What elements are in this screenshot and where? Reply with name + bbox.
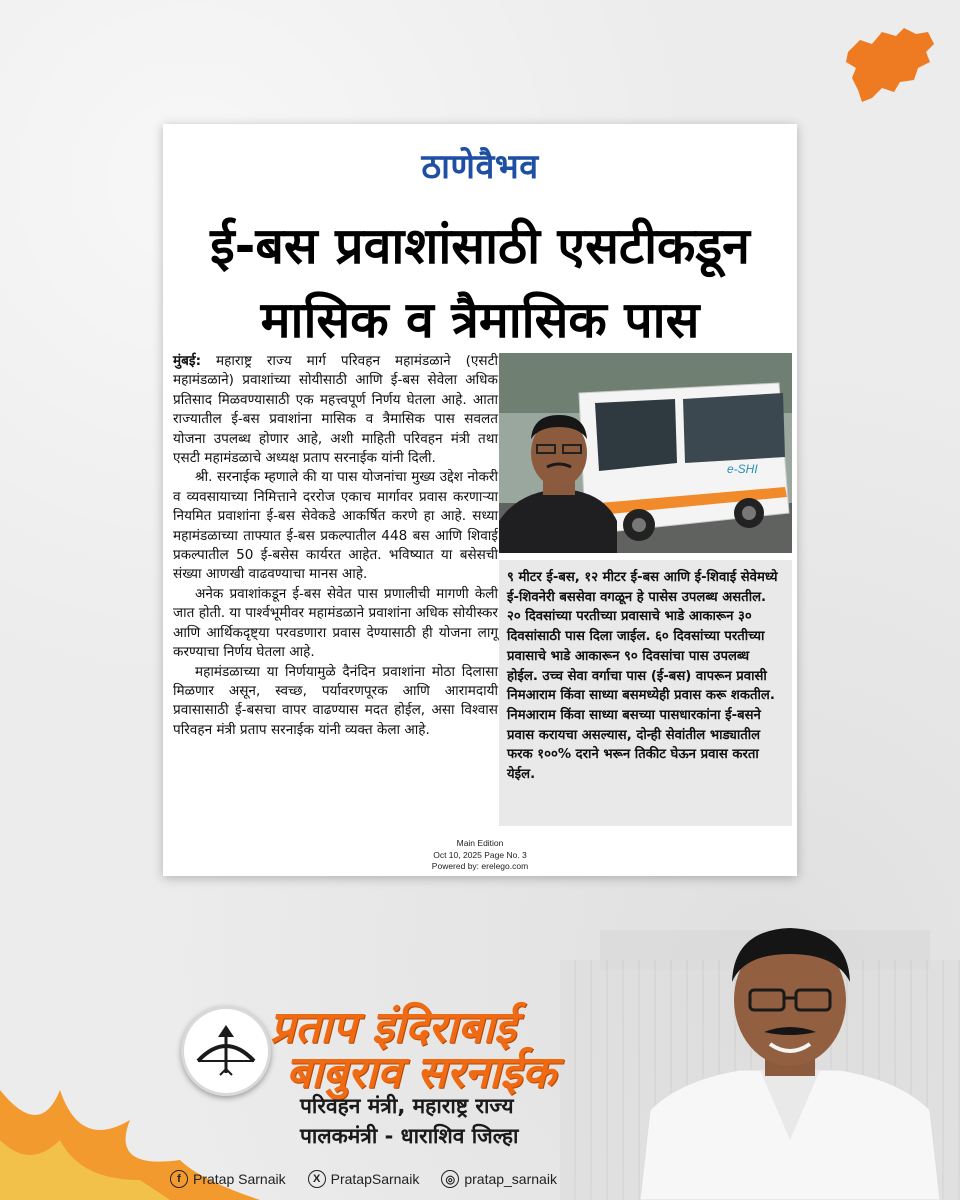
footer-date: Oct 10, 2025 Page No. 3 [433, 849, 527, 860]
name-line-2: बाबुराव सरनाईक [286, 1047, 556, 1098]
article-paragraph: अनेक प्रवाशांकडून ई-बस सेवेत पास प्रणालीची मागणी केली जात होती. या पार्श्वभूमीवर महामंडळाने प्रवाशांना अधिक सोयीस्कर आणि आर्थिकदृष्ट्या परवडणारा प्रवास देण्यासाठी ही योजना लागू करण्याचा निर्णय घेतला आहे. [173, 585, 498, 661]
bus-photo [499, 353, 792, 553]
instagram-handle: pratap_sarnaik [464, 1171, 557, 1187]
dateline: मुंबई: [173, 353, 202, 369]
article-body [173, 352, 498, 740]
social-handles [170, 1170, 557, 1188]
bus-livery-text: e-SHI [727, 462, 758, 476]
facebook-handle: Pratap Sarnaik [193, 1171, 286, 1187]
headline-line-2: मासिक व त्रैमासिक पास [260, 291, 700, 349]
social-x[interactable] [308, 1170, 420, 1188]
paragraph-text: महाराष्ट्र राज्य मार्ग परिवहन महामंडळाने (एसटी महामंडळाने) प्रवाशांच्या सोयीसाठी आणि ई-बस सेवेला अधिक प्रतिसाद मिळवण्यासाठी एक महत्त्वपूर्ण निर्णय घेतला आहे. आता राज्यातील ई-बस प्रवाशांना मासिक व त्रैमासिक पास सवलत योजना उपलब्ध होणार आहे, अशी माहिती परिवहन मंत्री तथा एसटी महामंडळाचे अध्यक्ष प्रताप सरनाईक यांनी दिली. [173, 353, 498, 467]
edition-footer [163, 838, 797, 873]
article-paragraph: महामंडळाच्या या निर्णयामुळे दैनंदिन प्रवाशांना मोठा दिलासा मिळणार असून, स्वच्छ, पर्यावरणपूरक आणि आरामदायी प्रवासासाठी ई-बसचा वापर वाढण्यास मदत होईल, असा विश्वास परिवहन मंत्री प्रताप सरनाईक यांनी व्यक्त केला आहे. [173, 663, 498, 738]
social-facebook[interactable] [170, 1170, 286, 1188]
x-icon: X [308, 1170, 326, 1188]
bow-arrow-icon [184, 1009, 268, 1093]
footer-powered-by: Powered by: erelego.com [431, 861, 529, 871]
article-paragraph: श्री. सरनाईक म्हणाले की या पास योजनांचा मुख्य उद्देश नोकरी व व्यवसायाच्या निमित्ताने दररोज एकाच मार्गावर प्रवास करणाऱ्या नियमित प्रवाशांना ई-बस सेवेकडे आकर्षित करणे हा आहे. सध्या महामंडळाच्या ताफ्यात ई-बस प्रकल्पातील 448 बस आणि शिवाई प्रकल्पातील 50 ई-बसेस कार्यरत आहेत. भविष्यात या बसेसची संख्या आणखी वाढवण्याचा मानस आहे. [173, 469, 498, 583]
maharashtra-map-icon [838, 22, 938, 108]
newspaper-clipping [163, 124, 797, 876]
designation-guardian-minister: पालकमंत्री - धाराशिव जिल्हा [300, 1124, 519, 1148]
article-paragraph [173, 352, 498, 468]
headline-line-1: ई-बस प्रवाशांसाठी एसटीकडून [210, 217, 750, 275]
x-handle: PratapSarnaik [330, 1171, 420, 1187]
newspaper-masthead: ठाणेवैभव [421, 147, 539, 187]
name-line-1: प्रताप इंदिराबाई [270, 1002, 516, 1053]
bow-arrow-emblem [181, 1006, 271, 1096]
instagram-icon: ◎ [441, 1170, 459, 1188]
social-instagram[interactable] [441, 1170, 557, 1188]
minister-portrait [640, 910, 940, 1200]
footer-edition: Main Edition [456, 838, 504, 848]
designation-minister: परिवहन मंत्री, महाराष्ट्र राज्य [300, 1094, 514, 1118]
pass-details-box: ९ मीटर ई-बस, १२ मीटर ई-बस आणि ई-शिवाई सेवेमध्ये ई-शिवनेरी बससेवा वगळून हे पासेस उपलब्ध असतील. २० दिवसांच्या परतीच्या प्रवासाचे भाडे आकारून ३० दिवसांसाठी पास दिला जाईल. ६० दिवसांच्या परतीच्या प्रवासाचे भाडे आकारून ९० दिवसांचा पास उपलब्ध होईल. उच्च सेवा वर्गाचा पास (ई-बस) वापरून प्रवासी निमआराम किंवा साध्या बसमध्येही प्रवास करू शकतील. निमआराम किंवा साध्या बसच्या पासधारकांना ई-बसने प्रवास करायचा असल्यास, दोन्ही सेवांतील भाड्यातील फरक १००% दराने भरून तिकीट घेऊन प्रवास करता येईल. [499, 560, 792, 826]
facebook-icon: f [170, 1170, 188, 1188]
